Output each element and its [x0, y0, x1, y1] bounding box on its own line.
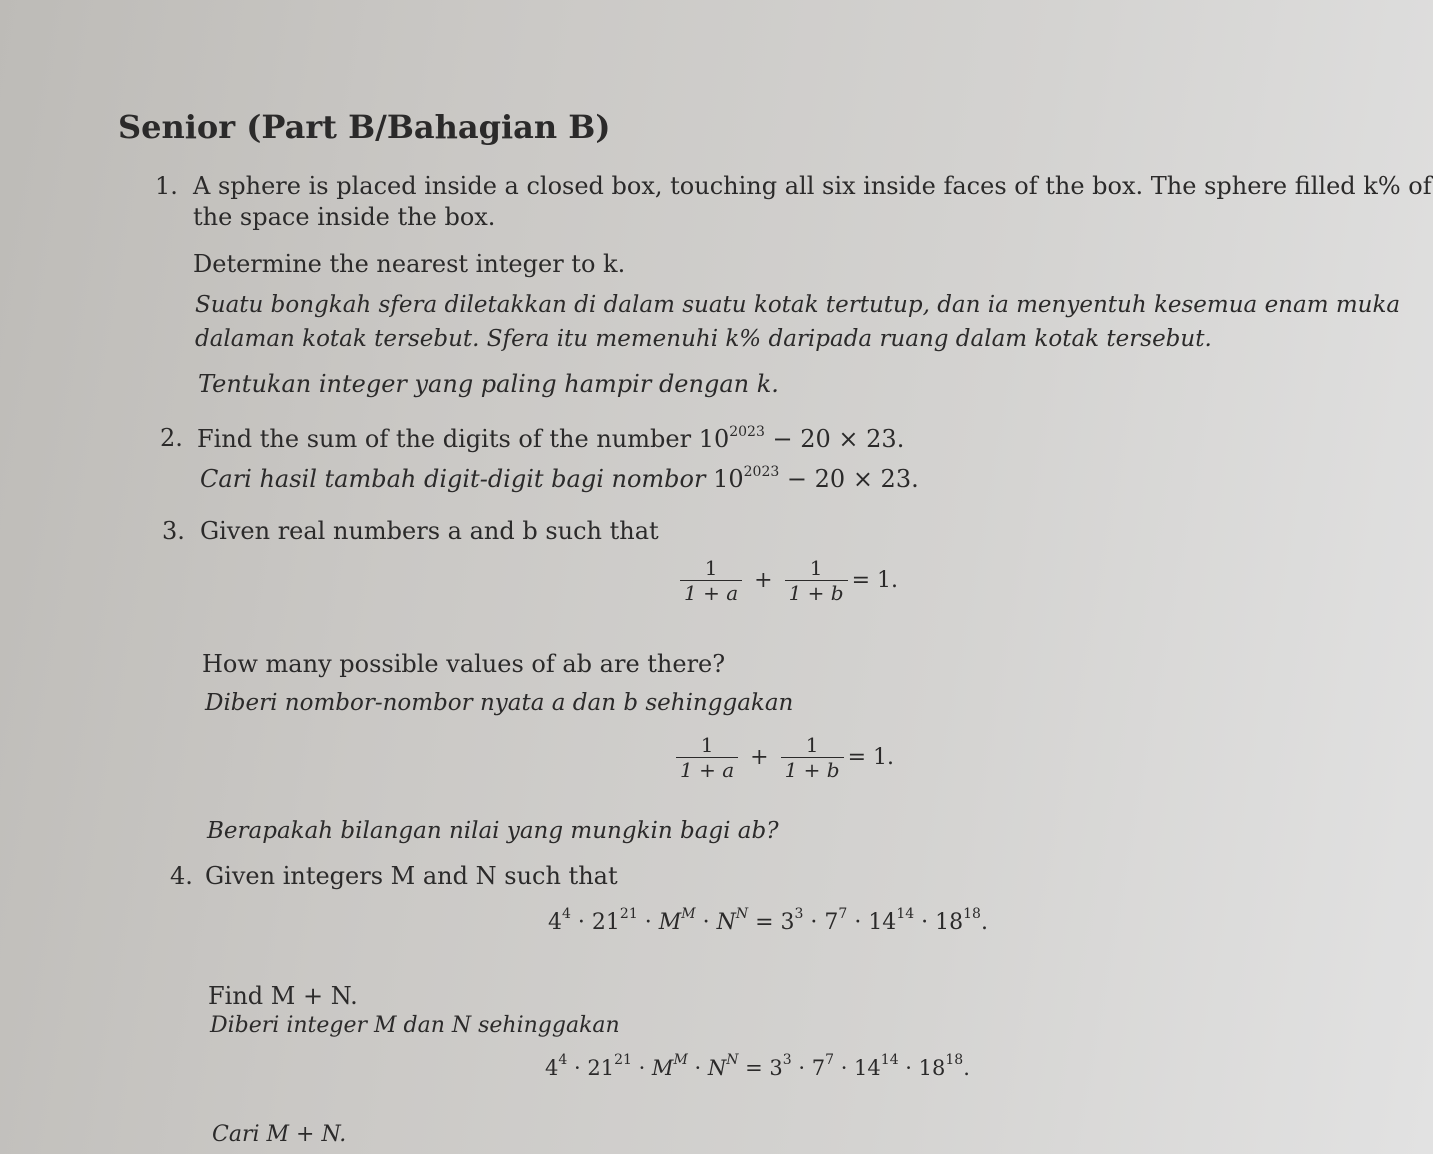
base: M	[651, 1056, 674, 1080]
text-line	[197, 424, 904, 453]
text-line: dalaman kotak tersebut. Sfera itu memenuhi k% daripada ruang dalam kotak tersebut.	[195, 326, 1212, 352]
operator: ·	[803, 910, 825, 935]
fraction	[676, 733, 738, 782]
base: 14	[854, 1056, 881, 1080]
text-line: Diberi integer M dan N sehinggakan	[210, 1013, 620, 1038]
section-title: Senior (Part B/Bahagian B)	[118, 108, 611, 146]
operator: ·	[791, 1056, 812, 1080]
base: 21	[587, 1056, 615, 1080]
text: Cari hasil tambah digit-digit bagi nombor	[200, 465, 706, 493]
math-expression	[713, 465, 919, 493]
exponent: 18	[945, 1052, 964, 1068]
rest: − 20 × 23.	[779, 465, 919, 493]
rest: − 20 × 23.	[764, 425, 905, 453]
exponent: 21	[614, 1052, 632, 1068]
text-line	[200, 464, 919, 493]
text-line: A sphere is placed inside a closed box, touching all six inside faces of the box. The sphere filled k% of	[193, 172, 1432, 200]
equals: = 1.	[847, 745, 894, 770]
exponent: 2023	[729, 424, 765, 440]
numerator: 1	[809, 556, 823, 580]
base: 4	[545, 1056, 559, 1080]
equation	[676, 556, 898, 605]
base: 14	[868, 910, 897, 935]
equals: = 1.	[851, 568, 898, 593]
operator: ·	[567, 1056, 588, 1080]
exponent: 18	[963, 906, 981, 922]
operator: .	[963, 1056, 970, 1080]
text-line: Tentukan integer yang paling hampir dengan k.	[198, 370, 779, 398]
text-line: How many possible values of ab are there?	[202, 650, 726, 678]
text-line: the space inside the box.	[193, 203, 496, 231]
operator: ·	[570, 910, 592, 935]
text-line: Diberi nombor-nombor nyata a dan b sehinggakan	[205, 690, 794, 716]
math-expression	[699, 425, 905, 453]
fraction	[785, 556, 848, 605]
denominator: 1 + b	[785, 580, 848, 605]
operator: ·	[637, 910, 659, 935]
exponent: N	[726, 1052, 739, 1068]
problem-number: 1.	[155, 172, 178, 200]
exponent: 7	[825, 1052, 835, 1068]
base: 10	[713, 465, 744, 493]
numerator: 1	[704, 556, 718, 580]
text-line: Find M + N.	[208, 982, 358, 1010]
operator: ·	[695, 910, 717, 935]
text-line: Cari M + N.	[212, 1122, 347, 1147]
base: N	[707, 1056, 727, 1080]
base: 3	[769, 1056, 783, 1080]
base: 10	[698, 425, 730, 453]
fraction	[781, 733, 844, 782]
exponent: 7	[838, 906, 848, 922]
denominator: 1 + b	[781, 757, 844, 782]
problem-number: 4.	[170, 862, 193, 890]
base: N	[716, 910, 736, 935]
text-line: Berapakah bilangan nilai yang mungkin bagi ab?	[207, 818, 779, 844]
exponent: N	[735, 906, 749, 922]
operator: ·	[631, 1056, 652, 1080]
operator: ·	[914, 910, 936, 935]
operator: =	[748, 910, 781, 935]
exponent: 21	[619, 906, 638, 922]
operator: =	[738, 1056, 770, 1080]
operator: ·	[834, 1056, 855, 1080]
fraction	[680, 556, 742, 605]
denominator: 1 + a	[680, 580, 742, 605]
exponent: M	[673, 1052, 688, 1068]
denominator: 1 + a	[676, 757, 738, 782]
text-line: Suatu bongkah sfera diletakkan di dalam suatu kotak tertutup, dan ia menyentuh kesemua enam muka	[195, 292, 1401, 318]
base: 7	[811, 1056, 826, 1080]
text-line: Given integers M and N such that	[205, 862, 618, 890]
numerator: 1	[805, 733, 819, 757]
base: M	[658, 910, 682, 935]
text-line: Given real numbers a and b such that	[200, 517, 659, 545]
exponent: M	[681, 906, 696, 922]
text: Find the sum of the digits of the number	[197, 425, 692, 453]
equation	[672, 733, 894, 782]
exponent: 3	[794, 906, 804, 922]
operator: ·	[847, 910, 869, 935]
base: 18	[935, 910, 964, 935]
exponent: 3	[782, 1052, 792, 1068]
base: 4	[548, 910, 562, 935]
plus: +	[754, 568, 773, 593]
equation	[548, 906, 988, 935]
operator: ·	[687, 1056, 708, 1080]
exponent: 14	[880, 1052, 899, 1068]
base: 7	[824, 910, 839, 935]
numerator: 1	[700, 733, 714, 757]
exponent: 2023	[743, 464, 780, 480]
base: 3	[780, 910, 795, 935]
operator: .	[980, 910, 988, 935]
plus: +	[750, 745, 769, 770]
exponent: 4	[562, 906, 571, 922]
operator: ·	[898, 1056, 919, 1080]
equation	[545, 1052, 970, 1080]
exponent: 14	[896, 906, 915, 922]
problem-number: 3.	[162, 517, 185, 545]
exponent: 4	[558, 1052, 568, 1068]
text-line: Determine the nearest integer to k.	[193, 250, 626, 278]
base: 18	[918, 1056, 946, 1080]
base: 21	[591, 910, 620, 935]
problem-number: 2.	[160, 424, 183, 452]
